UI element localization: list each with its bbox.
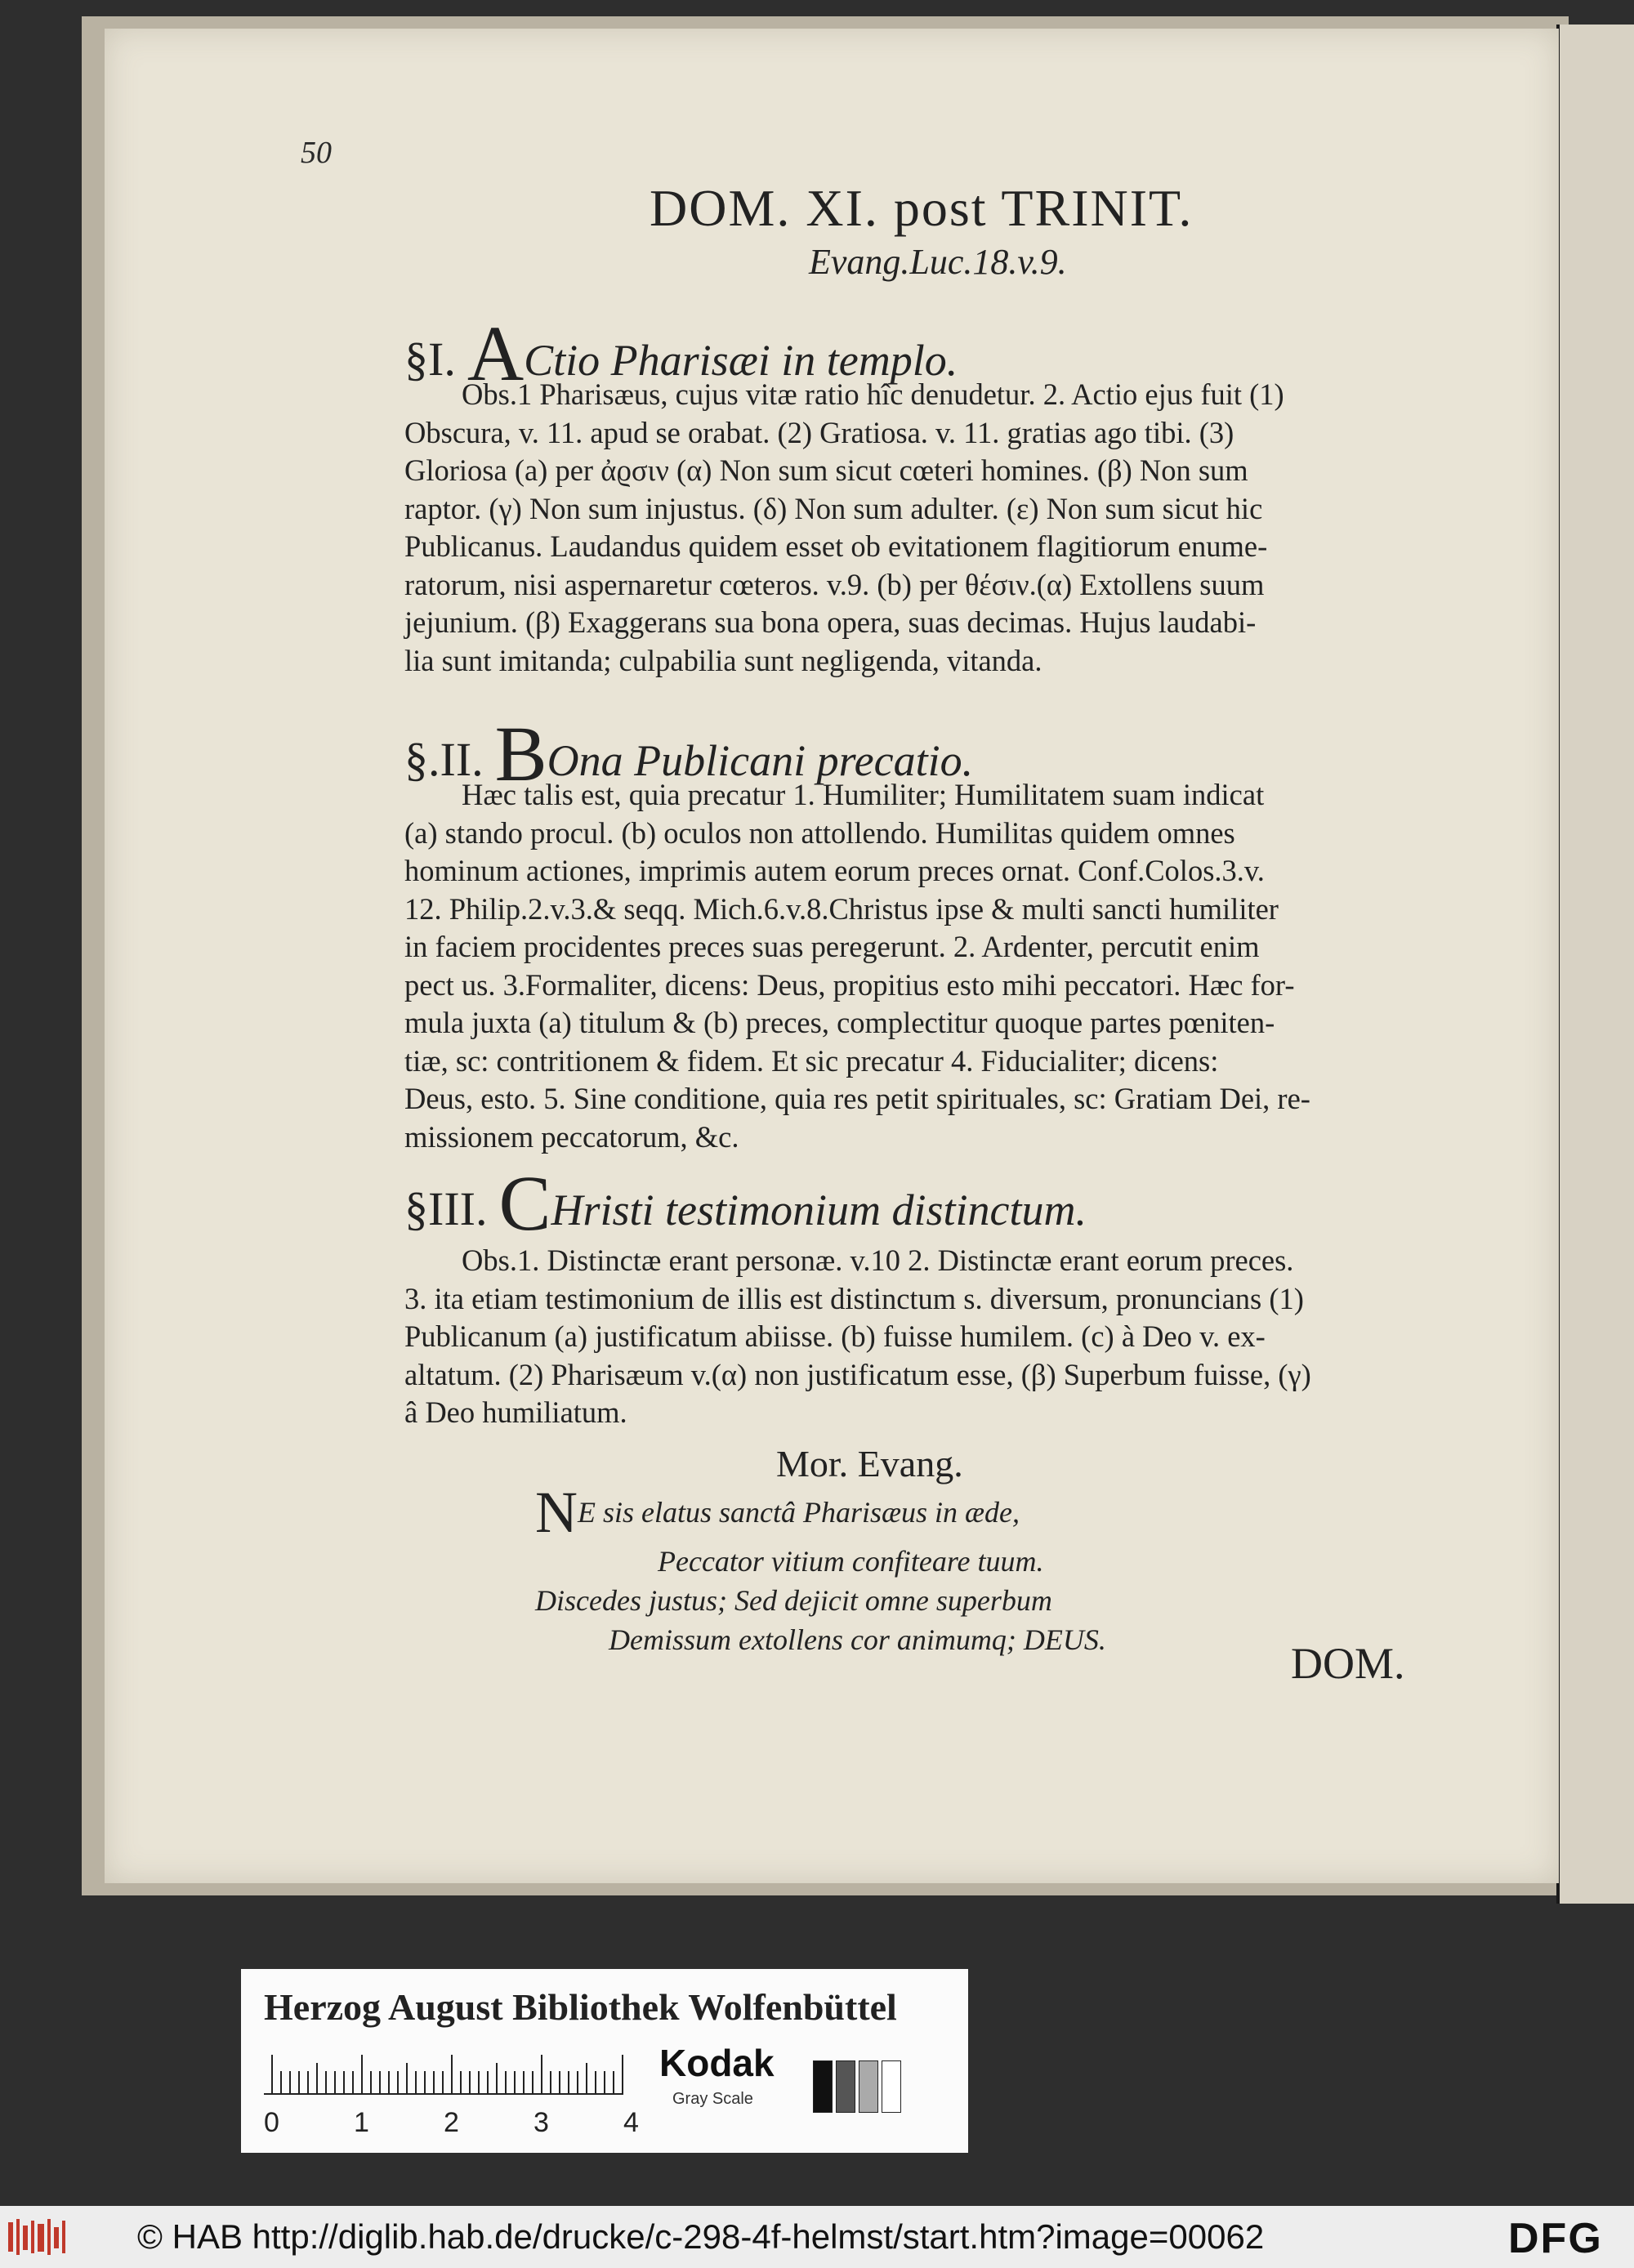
gray-swatch [859,2060,878,2113]
ruler-label: 2 [444,2107,459,2136]
verse-line: Demissum extollens cor animumq; DEUS. [609,1623,1106,1656]
section-3-body [404,1242,1434,1432]
text-line: Obs.1. Distinctæ erant personæ. v.10 2. Distinctæ erant eorum preces. [462,1243,1294,1277]
text-line: 3. ita etiam testimonium de illis est distinctum s. diversum, pronuncians (1) [404,1281,1304,1315]
text-line: missionem peccatorum, &c. [404,1119,739,1154]
verse-line: NE sis elatus sanctâ Pharisæus in æde, [535,1480,1020,1545]
moral-verse [535,1480,1106,1659]
text-line: in faciem procidentes preces suas peregerunt. 2. Ardenter, percutit enim [404,930,1260,963]
section-3-heading [404,1159,1087,1247]
gray-swatch [813,2060,833,2113]
moral-title: Mor. Evang. [776,1443,963,1484]
facing-page-edge [1556,25,1634,1904]
text-line: â Deo humiliatum. [404,1395,627,1429]
kodak-logo: Kodak [659,2042,775,2084]
library-scale-card [241,1969,968,2153]
text-line: Publicanus. Laudandus quidem esset ob evitationem flagitiorum enume- [404,529,1268,563]
verse-line: Discedes justus; Sed dejicit omne superbum [535,1584,1052,1617]
text-line: Gloriosa (a) per ἀϱσιν (α) Non sum sicut cœteri homines. (β) Non sum [404,453,1248,487]
footer-bar [0,2206,1634,2268]
text-line: raptor. (γ) Non sum injustus. (δ) Non sum adulter. (ε) Non sum sicut hic [404,491,1263,525]
text-line: tiæ, sc: contritionem & fidem. Et sic precatur 4. Fiducialiter; dicens: [404,1043,1219,1078]
text-line: altatum. (2) Pharisæum v.(α) non justificatum esse, (β) Superbum fuisse, (γ) [404,1357,1311,1391]
page-title: DOM. XI. post TRINIT. [650,179,1194,237]
ruler [264,2047,672,2136]
drop-initial: B [494,710,547,797]
text-line: Hæc talis est, quia precatur 1. Humiliter; Humilitatem suam indicat [462,778,1265,811]
text-line: (a) stando procul. (b) oculos non attollendo. Humilitas quidem omnes [404,815,1235,850]
kodak-gray-scale-label: Gray Scale [672,2090,753,2108]
footer-copyright-link[interactable]: © HAB http://diglib.hab.de/drucke/c-298-4f-helmst/start.htm?image=00062 [137,2217,1265,2256]
section-mark: §I. [404,333,456,386]
page-subtitle: Evang.Luc.18.v.9. [809,242,1067,282]
gray-swatch [882,2060,901,2113]
text-line: Deus, esto. 5. Sine conditione, quia res petit spirituales, sc: Gratiam Dei, re- [404,1082,1310,1115]
section-mark: §III. [404,1182,488,1235]
hab-barcode-icon [8,2217,123,2257]
section-heading-text: Ona Publicani precatio. [547,736,974,785]
gray-swatch [836,2060,855,2113]
ruler-label: 4 [623,2107,639,2136]
verse-line: Peccator vitium confiteare tuum. [658,1545,1044,1578]
section-heading-text: Ctio Pharisæi in templo. [524,336,958,385]
text-line: ratorum, nisi aspernaretur cœteros. v.9. (b) per θέσιν.(α) Extollens suum [404,567,1265,601]
section-1-body [404,376,1434,680]
verse-drop-initial: N [535,1480,578,1545]
text-line: mula juxta (a) titulum & (b) preces, complectitur quoque partes pœniten- [404,1006,1275,1039]
ruler-label: 3 [534,2107,549,2136]
page-number: 50 [301,136,332,170]
drop-initial: C [498,1159,551,1247]
text-line: 12. Philip.2.v.3.& seqq. Mich.6.v.8.Christus ipse & multi sancti humiliter [404,891,1279,926]
text-line: lia sunt imitanda; culpabilia sunt negligenda, vitanda. [404,643,1042,677]
text-line: pect us. 3.Formaliter, dicens: Deus, propitius esto mihi peccatori. Hæc for- [404,967,1295,1002]
section-mark: §.II. [404,733,484,786]
catchword: DOM. [1291,1639,1405,1688]
text-line: Obs.1 Pharisæus, cujus vitæ ratio hîc denudetur. 2. Actio ejus fuit (1) [462,377,1284,411]
ruler-label: 1 [354,2107,369,2136]
text-line: hominum actiones, imprimis autem eorum preces ornat. Conf.Colos.3.v. [404,854,1265,887]
ruler-label: 0 [264,2107,279,2136]
text-line: Obscura, v. 11. apud se orabat. (2) Gratiosa. v. 11. gratias ago tibi. (3) [404,415,1234,449]
library-name: Herzog August Bibliothek Wolfenbüttel [264,1986,897,2028]
section-2-body [404,776,1434,1156]
drop-initial: A [467,310,525,397]
dfg-logo: DFG [1508,2215,1603,2262]
text-line: jejunium. (β) Exaggerans sua bona opera, suas decimas. Hujus laudabi- [404,605,1257,639]
gray-swatches [813,2060,904,2117]
section-heading-text: Hristi testimonium distinctum. [551,1185,1087,1234]
text-line: Publicanum (a) justificatum abiisse. (b) fuisse humilem. (c) à Deo v. ex- [404,1319,1266,1353]
